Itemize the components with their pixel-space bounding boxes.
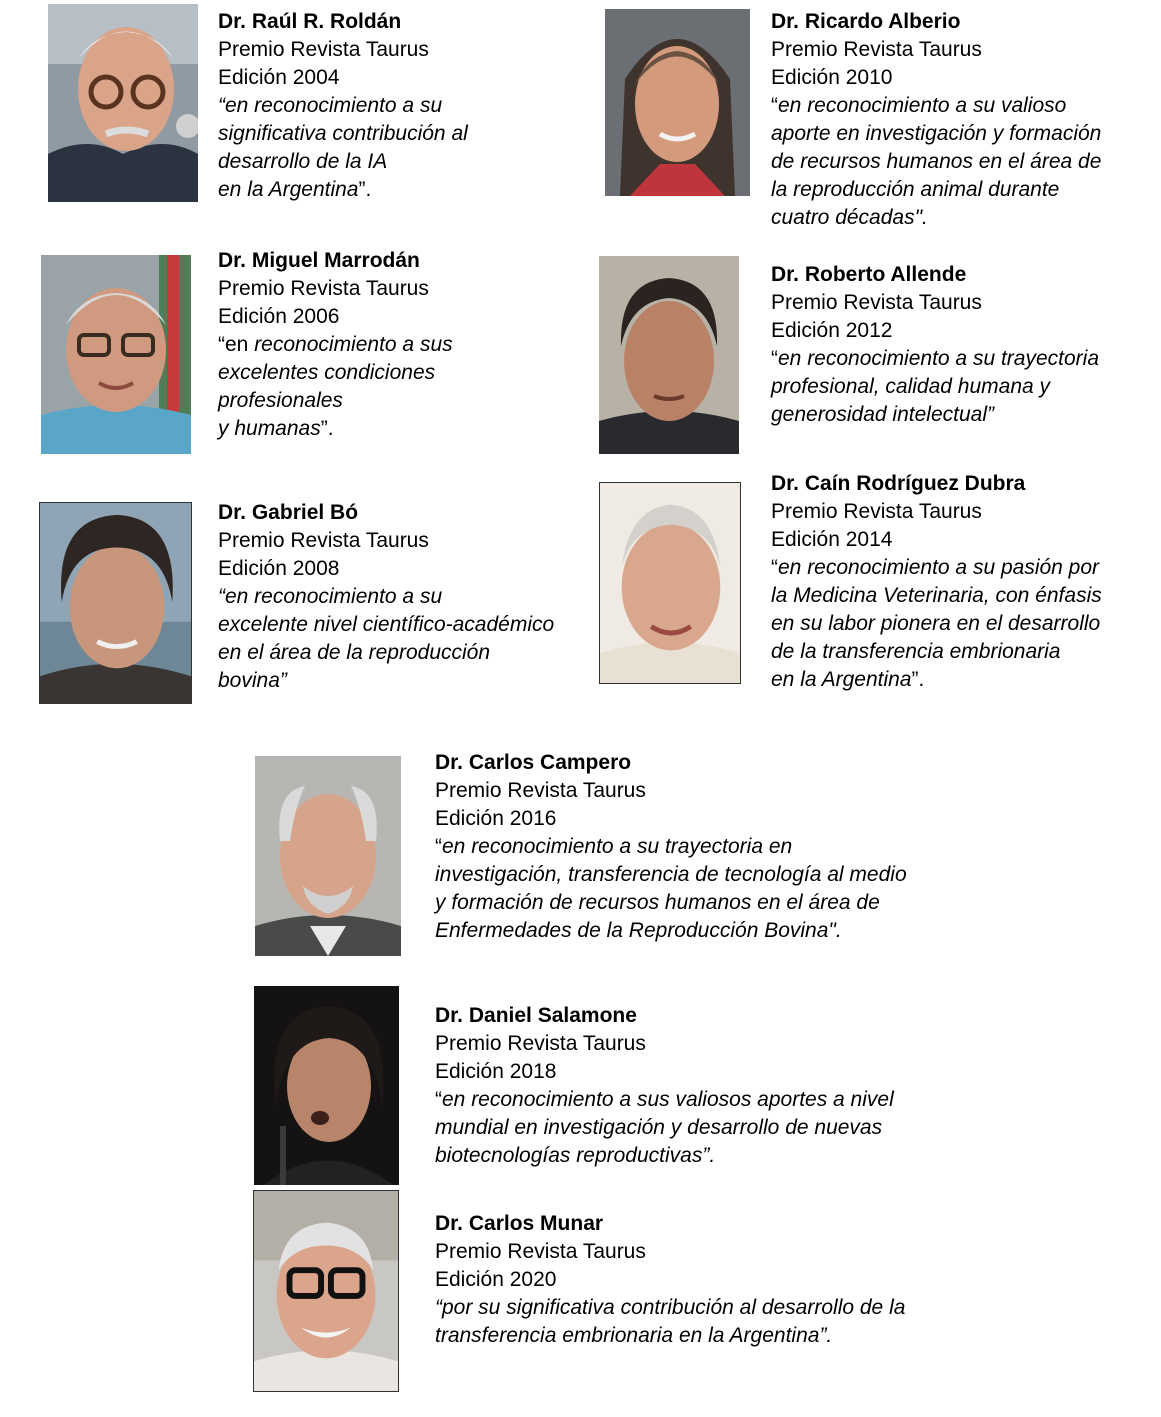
award-quote-line: bovina” [218, 669, 287, 692]
portrait-photo [599, 482, 741, 684]
award-title: Premio Revista Taurus [218, 38, 429, 61]
award-edition: Edición 2018 [435, 1060, 557, 1083]
awardee-name: Dr. Daniel Salamone [435, 1004, 637, 1027]
award-title: Premio Revista Taurus [771, 38, 982, 61]
award-quote-line: en su labor pionera en el desarrollo [771, 612, 1101, 635]
award-quote-end: ”. [320, 417, 334, 440]
award-quote-line: en reconocimiento a sus valiosos aportes a nivel [442, 1088, 894, 1111]
awardee-name: Dr. Ricardo Alberio [771, 10, 961, 33]
portrait-photo [599, 256, 739, 454]
award-quote-line: y humanas [218, 417, 321, 440]
award-quote-line: transferencia embrionaria en la Argentina”. [435, 1324, 833, 1347]
award-quote-line: Enfermedades de la Reproducción Bovina". [435, 919, 842, 942]
award-quote-line: en la Argentina [771, 668, 912, 691]
awardee-name: Dr. Caín Rodríguez Dubra [771, 472, 1026, 495]
portrait-photo [41, 255, 191, 454]
award-quote-end: ”. [358, 178, 372, 201]
award-quote-line: la reproducción animal durante [771, 178, 1060, 201]
award-quote-line: profesionales [218, 389, 343, 412]
award-title: Premio Revista Taurus [771, 500, 982, 523]
award-quote-open: “ [771, 556, 778, 579]
portrait-photo [255, 756, 401, 956]
award-edition: Edición 2010 [771, 66, 893, 89]
awardee-name: Dr. Carlos Campero [435, 751, 632, 774]
award-quote-open: “en [218, 333, 255, 356]
award-quote-line: profesional, calidad humana y [771, 375, 1051, 398]
award-quote-end: ”. [911, 668, 925, 691]
award-quote-line: excelente nivel científico-académico [218, 613, 555, 636]
award-quote-line: en reconocimiento a su pasión por [778, 556, 1100, 579]
awardee-name: Dr. Gabriel Bó [218, 501, 359, 524]
award-quote-line: cuatro décadas". [771, 206, 928, 229]
award-edition: Edición 2012 [771, 319, 893, 342]
award-quote-line: la Medicina Veterinaria, con énfasis [771, 584, 1102, 607]
award-quote-line: en reconocimiento a su valioso [778, 94, 1067, 117]
award-edition: Edición 2004 [218, 66, 340, 89]
award-title: Premio Revista Taurus [771, 291, 982, 314]
award-quote-line: de la transferencia embrionaria [771, 640, 1061, 663]
award-quote-line: mundial en investigación y desarrollo de nuevas [435, 1116, 883, 1139]
award-quote-line: biotecnologías reproductivas”. [435, 1144, 716, 1167]
awardee-name: Dr. Carlos Munar [435, 1212, 604, 1235]
award-quote-line: reconocimiento a sus [254, 333, 453, 356]
portrait-photo [48, 4, 198, 202]
award-title: Premio Revista Taurus [218, 277, 429, 300]
award-quote-line: “en reconocimiento a su [218, 94, 443, 117]
portrait-photo [254, 986, 399, 1185]
award-quote-line: y formación de recursos humanos en el área de [435, 891, 880, 914]
award-title: Premio Revista Taurus [435, 1032, 646, 1055]
award-edition: Edición 2020 [435, 1268, 557, 1291]
award-edition: Edición 2006 [218, 305, 340, 328]
award-quote-line: “por su significativa contribución al desarrollo de la [435, 1296, 906, 1319]
portrait-photo [605, 9, 750, 196]
award-quote-line: “en reconocimiento a su [218, 585, 443, 608]
awardee-name: Dr. Miguel Marrodán [218, 249, 420, 272]
award-title: Premio Revista Taurus [435, 779, 646, 802]
award-edition: Edición 2016 [435, 807, 557, 830]
portrait-photo [253, 1190, 399, 1392]
award-quote-line: investigación, transferencia de tecnología al medio [435, 863, 907, 886]
award-quote-line: desarrollo de la IA [218, 150, 388, 173]
portrait-photo [39, 502, 192, 704]
award-quote-line: generosidad intelectual” [771, 403, 994, 426]
award-quote-open: “ [435, 1088, 442, 1111]
award-quote-line: excelentes condiciones [218, 361, 436, 384]
award-title: Premio Revista Taurus [435, 1240, 646, 1263]
awardee-name: Dr. Roberto Allende [771, 263, 967, 286]
award-quote-line: de recursos humanos en el área de [771, 150, 1102, 173]
award-quote-open: “ [771, 347, 778, 370]
award-quote-line: en la Argentina [218, 178, 359, 201]
award-title: Premio Revista Taurus [218, 529, 429, 552]
award-quote-line: en reconocimiento a su trayectoria en [442, 835, 793, 858]
award-edition: Edición 2014 [771, 528, 893, 551]
award-quote-line: en reconocimiento a su trayectoria [778, 347, 1099, 370]
award-quote-open: “ [771, 94, 778, 117]
award-quote-line: significativa contribución al [218, 122, 468, 145]
award-quote-open: “ [435, 835, 442, 858]
award-quote-line: en el área de la reproducción [218, 641, 491, 664]
award-quote-line: aporte en investigación y formación [771, 122, 1102, 145]
award-edition: Edición 2008 [218, 557, 340, 580]
awardee-name: Dr. Raúl R. Roldán [218, 10, 402, 33]
